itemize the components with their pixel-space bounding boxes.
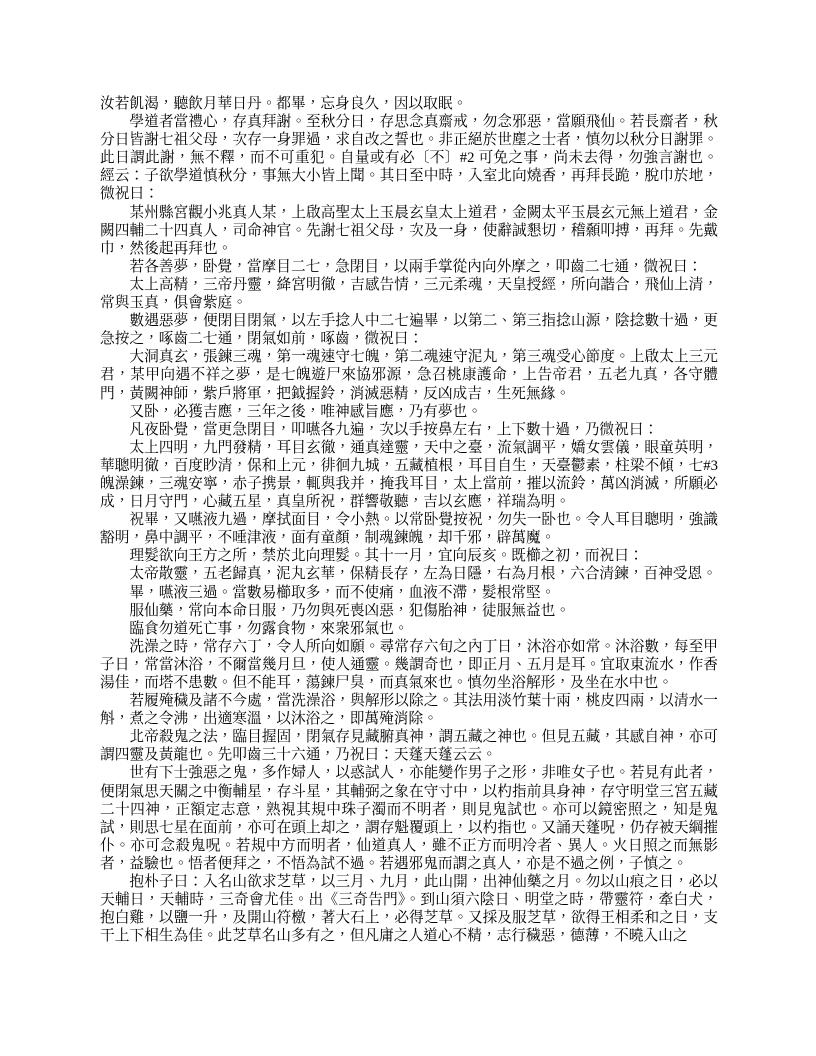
paragraph: 北帝殺鬼之法，臨目握固，閉氣存見藏腑真神，謂五藏之神也。但見五藏，其感自神，亦可謂四靈及黃龍也。先叩齒三十六通，乃祝曰：天蓬天蓬云云。: [100, 729, 718, 764]
paragraph: 抱朴子曰：入名山欲求芝草，以三月、九月，此山開，出神仙藥之月。勿以山痕之日，必以天輔日，天輔時，三奇會尤佳。出《三奇告門》。到山須六陰日、明堂之時，帶靈符，牽白犬，抱白雞，以鹽一升，及開山符檄，著大石上，必得芝草。又採及服芝草，欲得王相柔和之日，支干上下相生為佳。此芝草名山多有之，但凡庸之人道心不精，志行穢惡，德薄，不曉入山之: [100, 874, 718, 945]
paragraph: 服仙藥，常向本命日服，乃勿與死喪凶惡，犯傷胎神，徒服無益也。: [129, 602, 571, 619]
paragraph: 若履殗穢及諸不今處，當洗澡浴，與解形以除之。其法用淡竹葉十兩，桃皮四兩，以清水一斛，煮之令沸，出適寒溫，以沐浴之，即萬殗消除。: [100, 693, 718, 728]
paragraph: 太上四明，九門發精，耳目玄徹，通真達靈，天中之臺，流氣調平，嬌女雲儀，眼童英明，華聰明徹，百度眇清，保和上元，徘徊九城，五藏植根，耳目自生，天臺鬱素，柱梁不傾，七#3 魄澡鍊，三魂安寧，赤子携景，輒與我并，掩我耳目，太上當前，摧以流鈴，萬凶消滅，所願必成，日月守門，心藏五星，真皇所祝，群響敬聽，吉以玄應，祥瑞為明。: [100, 439, 718, 511]
paragraph: 臨食勿道死亡事，勿露食物，來衆邪氣也。: [129, 620, 409, 637]
paragraph: 汝若飢渴，聽飲月華日丹。都畢，忘身良久，因以取眠。: [100, 96, 468, 112]
paragraph: 洗澡之時，常存六丁，令人所向如願。尋常存六旬之內丁日，沐浴亦如常。沐浴數，每至甲子日，常當沐浴，不爾當幾月旦，使人通靈。幾謂奇也，即正月、五月是耳。宜取東流水，作香湯佳，而塔不患數。但不能耳，蕩鍊尸臭，而真氣來也。慎勿坐浴解形，及坐在水中也。: [100, 638, 718, 691]
paragraph: 學道者當禮心，存真拜謝。至秋分日，存思念真齋戒，勿念邪惡，當願飛仙。若長齋者，秋分日皆謝七祖父母，次存一身罪過，求自改之誓也。非正絕於世塵之士者，慎勿以秋分日謝罪。此日謂此謝，無不釋，而不可重犯。自量或有必〔不〕#2 可免之事，尚未去得，勿強言謝也。經云：子欲學道慎秋分，事無大小皆上聞。其日至中時，入室北向燒香，再拜長跪，脫巾於地，微祝曰：: [100, 114, 718, 203]
paragraph: 世有下士強惡之鬼，多作婦人，以惑試人，亦能變作男子之形，非唯女子也。若見有此者，便閉氣思天關之中衡輔星，存斗星，其輔弼之象在守寸中，以杓指前具身神，存守明堂三宮五藏二十四神，正額定志意，熟視其規中珠子濁而不明者，則見鬼試也。亦可以鏡密照之，知是鬼試，則思七星在面前，亦可在頭上却之，謂存魁覆頭上，以杓指也。又誦天蓬呪，仍存被天綱摧仆。亦可念殺鬼呪。若規中方而明者，仙道真人，雖不正方而明冷者、異人。火日照之而無影者，益驗也。悟者便拜之，不悟為試不過。若遇邪鬼而謂之真人，亦是不過之例，子慎之。: [100, 765, 718, 872]
document-text-body: [100, 95, 718, 945]
paragraph: 理髮欲向王方之所，禁於北向理髮。其十一月，宜向辰亥。既櫛之初，而祝曰：: [129, 548, 644, 565]
paragraph: 凡夜卧覺，當更急閉目，叩嚥各九遍，次以手按鼻左右，上下數十過，乃微祝曰：: [129, 421, 659, 438]
paragraph: 祝畢，又嚥液九過，摩拭面目，令小熱。以常卧覺按祝，勿失一卧也。令人耳目聰明，強識豁明，鼻中調平，不唾津液，面有童顏，制魂鍊魄，却千邪，辟萬魔。: [100, 512, 718, 547]
paragraph: 又卧，必獲吉應，三年之後，唯神感旨應，乃有夢也。: [129, 403, 482, 420]
paragraph: 某州縣宮觀小兆真人某，上啟高聖太上玉晨玄皇太上道君，金闕太平玉晨玄元無上道君，金闕四輔二十四真人，司命神官。先謝七祖父母，次及一身，使辭誠懇切，稽顙叩搏，再拜。先戴巾，然後起再拜也。: [100, 204, 718, 257]
paragraph: 太帝散靈，五老歸真，泥丸玄華，保精長存，左為日隱，右為月根，六合清鍊，百神受恩。: [129, 566, 717, 583]
paragraph: 畢，嚥液三過。當數易櫛取多，而不使痛，血液不滯，髮根常堅。: [129, 584, 556, 601]
paragraph: 若各善夢，卧覺，當摩目二七，急閉目，以兩手掌從內向外摩之，叩齒二七通，微祝曰：: [129, 258, 703, 275]
paragraph: 大洞真玄，張鍊三魂，第一魂速守七魄，第二魂速守泥丸，第三魂受心節度。上啟太上三元君，某甲向遇不祥之夢，是七魄遊尸來協邪源，急召桃康護命，上告帝君，五老九真，各守體門，黃闕神師，紫戶將軍，把鉞握鈴，消滅惡精，反凶成吉，生死無緣。: [100, 349, 718, 402]
paragraph: 數遇惡夢，便閉目閉氣，以左手捻人中二七遍畢，以第二、第三指捻山源，陰捻數十過，更急按之，啄齒二七通，閉氣如前，啄齒，微祝曰：: [100, 313, 718, 348]
paragraph: 太上高精，三帝丹靈，絳宮明徹，吉感告情，三元柔魂，天皇授經，所向諧合，飛仙上清，常與玉真，俱會紫庭。: [100, 276, 718, 312]
